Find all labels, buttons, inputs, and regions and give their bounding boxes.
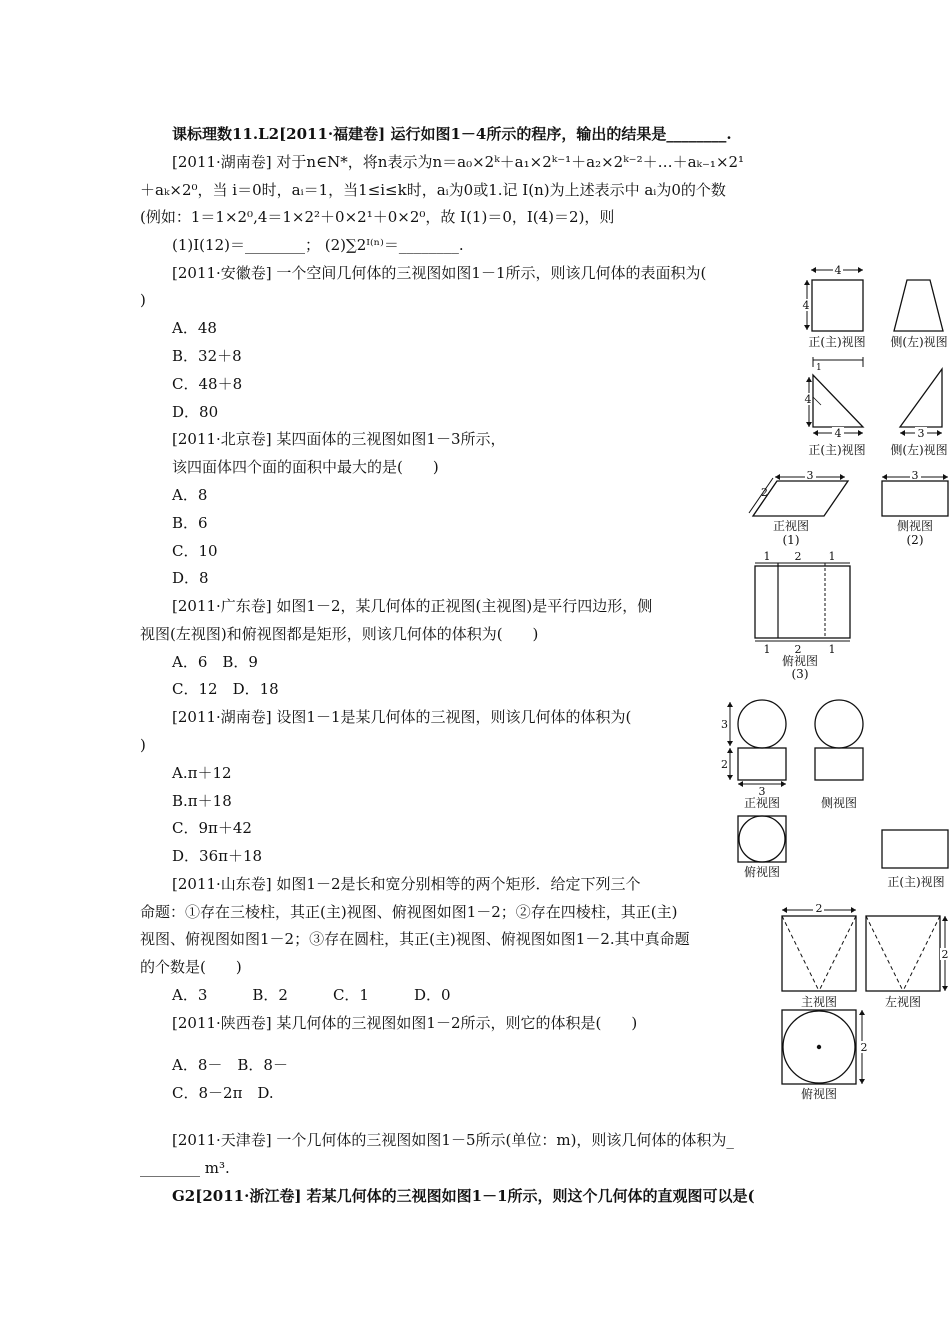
side-view-trapezoid bbox=[894, 280, 943, 331]
line-shandong-q2: 命题：①存在三棱柱，其正(主)视图、俯视图如图1－2；②存在四棱柱，其正(主) bbox=[140, 903, 678, 921]
dim-3: 3 bbox=[721, 718, 728, 731]
line-shandong-q3: 视图、俯视图如图1－2；③存在圆柱，其正(主)视图、俯视图如图1－2.其中真命题 bbox=[140, 930, 690, 948]
dim-2: 2 bbox=[860, 1041, 868, 1054]
dim-1: 1 bbox=[828, 550, 836, 563]
label-front-view: 正(主)视图 bbox=[887, 875, 945, 889]
shaanxi-three-view-figure bbox=[778, 898, 950, 1100]
main-view-square bbox=[782, 916, 856, 991]
dim-1: 1 bbox=[828, 643, 836, 656]
dim-2: 2 bbox=[761, 486, 768, 499]
line-hunan-4: (1)I(12)＝________； (2)∑2ᴵ⁽ⁿ⁾＝________. bbox=[172, 236, 464, 254]
side-view-rectangle bbox=[882, 481, 948, 516]
label-side-view-num: (2) bbox=[906, 533, 924, 547]
label-side-view: 侧视图 bbox=[820, 796, 858, 810]
beijing-three-view-figure bbox=[795, 355, 950, 460]
label-top-view: 俯视图 bbox=[781, 654, 819, 668]
side-view-circle bbox=[815, 700, 863, 748]
option-b: B.π＋18 bbox=[172, 792, 232, 810]
dim-2: 2 bbox=[794, 550, 802, 563]
dim-1: 1 bbox=[763, 550, 771, 563]
label-top-view: 俯视图 bbox=[800, 1087, 838, 1101]
dim-2: 2 bbox=[815, 902, 823, 915]
line-shandong-q1: [2011·山东卷] 如图1－2是长和宽分别相等的两个矩形．给定下列三个 bbox=[172, 875, 641, 893]
dim-3: 3 bbox=[911, 469, 919, 482]
option-c: C．48＋8 bbox=[172, 375, 243, 393]
anhui-three-view-figure bbox=[795, 262, 950, 352]
line-hunan2-q: [2011·湖南卷] 设图1－1是某几何体的三视图，则该几何体的体积为( bbox=[172, 708, 632, 726]
front-view-rectangle bbox=[882, 830, 948, 868]
front-view-rectangle bbox=[738, 748, 786, 780]
top-view-circle bbox=[739, 816, 785, 862]
line-shaanxi-q: [2011·陕西卷] 某几何体的三视图如图1－2所示，则它的体积是( ) bbox=[172, 1014, 638, 1032]
dim-1: 1 bbox=[816, 363, 822, 373]
option-c: C．9π＋42 bbox=[172, 819, 252, 837]
options-shaanxi-cd: C．8－2π D. bbox=[172, 1084, 274, 1102]
front-view-circle bbox=[738, 700, 786, 748]
line-hunan2-paren: ) bbox=[140, 736, 146, 754]
dim-3-bottom: 3 bbox=[917, 427, 925, 440]
dim-2: 2 bbox=[941, 948, 949, 961]
guangdong-three-view-figure bbox=[745, 466, 950, 686]
label-top-view: 俯视图 bbox=[743, 865, 781, 879]
dim-4-bottom: 4 bbox=[834, 427, 842, 440]
dim-2: 2 bbox=[721, 758, 728, 771]
option-c: C．10 bbox=[172, 542, 218, 560]
line-guangdong-q1: [2011·广东卷] 如图1－2，某几何体的正视图(主视图)是平行四边形，侧 bbox=[172, 597, 653, 615]
option-d: D．80 bbox=[172, 403, 219, 421]
left-view-square bbox=[866, 916, 940, 991]
dim-4-left: 4 bbox=[804, 393, 812, 406]
label-front-view-num: (1) bbox=[782, 533, 800, 547]
line-zhejiang-q: G2[2011·浙江卷] 若某几何体的三视图如图1－1所示，则这个几何体的直观图可以是( bbox=[172, 1187, 755, 1205]
options-shandong: A．3 B．2 C．1 D．0 bbox=[172, 986, 451, 1004]
dim-4-top: 4 bbox=[834, 264, 842, 277]
front-view-triangle bbox=[813, 375, 863, 427]
line-anhui-paren: ) bbox=[140, 291, 146, 309]
label-side-view: 侧(左)视图 bbox=[890, 443, 948, 457]
dim-4-left: 4 bbox=[802, 299, 810, 312]
option-d: D．36π＋18 bbox=[172, 847, 263, 865]
line-tianjin-q1: [2011·天津卷] 一个几何体的三视图如图1－5所示(单位：m)，则该几何体的体积为_ bbox=[172, 1131, 734, 1149]
dim-3: 3 bbox=[806, 469, 814, 482]
line-guangdong-q2: 视图(左视图)和俯视图都是矩形，则该几何体的体积为( ) bbox=[140, 625, 539, 643]
label-front-view: 正视图 bbox=[772, 519, 810, 533]
line-beijing-q1: [2011·北京卷] 某四面体的三视图如图1－3所示， bbox=[172, 430, 506, 448]
dim-2: 2 bbox=[794, 643, 802, 656]
label-side-view: 侧(左)视图 bbox=[890, 335, 948, 349]
top-view-rectangle bbox=[755, 566, 850, 638]
label-front-view: 正(主)视图 bbox=[808, 443, 866, 457]
line-hunan-3: (例如：1＝1×2⁰,4＝1×2²＋0×2¹＋0×2⁰，故 I(1)＝0，I(4)＝2)，则 bbox=[140, 208, 615, 226]
option-cd: C．12 D．18 bbox=[172, 680, 279, 698]
label-side-view: 侧视图 bbox=[896, 519, 934, 533]
line-hunan-1: [2011·湖南卷] 对于n∈N*，将n表示为n＝a₀×2ᵏ＋a₁×2ᵏ⁻¹＋a₂×2ᵏ⁻²＋…＋aₖ₋₁×2¹ bbox=[172, 153, 745, 171]
front-view-square bbox=[812, 280, 863, 331]
option-a: A．48 bbox=[172, 319, 217, 337]
line-anhui-q: [2011·安徽卷] 一个空间几何体的三视图如图1－1所示，则该几何体的表面积为( bbox=[172, 264, 707, 282]
line-tianjin-q2: ________ m³. bbox=[140, 1159, 230, 1177]
label-left-view: 左视图 bbox=[884, 995, 922, 1009]
line-beijing-q2: 该四面体四个面的面积中最大的是( ) bbox=[172, 458, 439, 476]
line-shandong-q4: 的个数是( ) bbox=[140, 958, 242, 976]
side-view-rectangle bbox=[815, 748, 863, 780]
option-ab: A．6 B．9 bbox=[172, 653, 258, 671]
label-front-view: 正(主)视图 bbox=[808, 335, 866, 349]
dim-1: 1 bbox=[763, 643, 771, 656]
line-hunan-2: ＋aₖ×2⁰，当 i＝0时，aᵢ＝1，当1≤i≤k时，aᵢ为0或1.记 I(n)为上述表示中 aᵢ为0的个数 bbox=[140, 181, 726, 199]
top-view-center-dot bbox=[817, 1045, 821, 1049]
label-main-view: 主视图 bbox=[800, 995, 838, 1009]
label-front-view: 正视图 bbox=[743, 796, 781, 810]
hunan-three-view-figure bbox=[718, 696, 868, 886]
option-d: D．8 bbox=[172, 569, 209, 587]
label-top-view-num: (3) bbox=[791, 667, 809, 681]
option-b: B．32＋8 bbox=[172, 347, 242, 365]
side-view-triangle bbox=[900, 369, 942, 427]
options-shaanxi-ab: A．8－ B．8－ bbox=[172, 1056, 288, 1074]
line-fujian: 课标理数11.L2[2011·福建卷] 运行如图1－4所示的程序，输出的结果是________. bbox=[172, 125, 732, 143]
option-a: A．8 bbox=[172, 486, 208, 504]
shandong-figure bbox=[878, 826, 950, 894]
option-b: B．6 bbox=[172, 514, 208, 532]
option-a: A.π＋12 bbox=[172, 764, 232, 782]
dim-3: 3 bbox=[758, 785, 766, 798]
